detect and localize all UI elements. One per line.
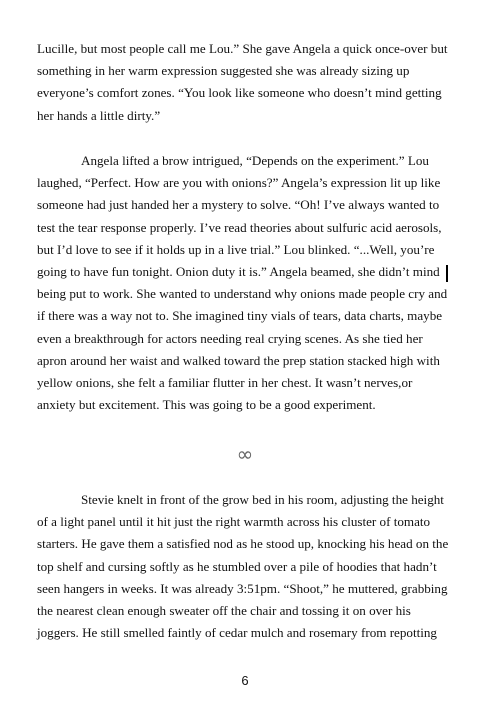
text-line: Stevie knelt in front of the grow bed in his room, adjusting the height xyxy=(81,492,444,507)
text-line: starters. He gave them a satisfied nod as he stood up, knocking his head on the xyxy=(37,536,449,552)
scene-break-infinity-symbol: ∞ xyxy=(236,442,254,466)
text-line: being put to work. She wanted to understand why onions made people cry and xyxy=(37,286,448,302)
text-line: someone had just handed her a mystery to solve. “Oh! I’ve always wanted to xyxy=(37,197,440,213)
text-line: of a light panel until it hit just the right warmth across his cluster of tomato xyxy=(37,514,431,530)
text-line: something in her warm expression suggested she was already sizing up xyxy=(37,63,410,79)
text-cursor xyxy=(446,265,448,282)
text-line: yellow onions, she felt a familiar flutter in her chest. It wasn’t nerves,or xyxy=(37,374,413,390)
text-line: but I’d love to see if it holds up in a live trial.” Lou blinked. “...Well, you’re xyxy=(37,241,435,257)
text-line: Angela lifted a brow intrigued, “Depends on the experiment.” Lou xyxy=(81,153,429,168)
text-line: apron around her waist and walked toward the prep station stacked high with xyxy=(37,352,440,368)
paragraph-angela-onions xyxy=(37,150,457,416)
text-line: the nearest clean enough sweater off the chair and tossing it on over his xyxy=(37,602,411,618)
text-line: Lucille, but most people call me Lou.” She gave Angela a quick once-over but xyxy=(37,41,448,56)
text-line: even a breakthrough for actors needing real crying scenes. As she tied her xyxy=(37,330,423,346)
text-line: seen hangers in weeks. It was already 3:51pm. “Shoot,” he muttered, grabbing xyxy=(37,580,448,596)
text-line: if there was a way not to. She imagined tiny vials of tears, data charts, maybe xyxy=(37,308,443,324)
text-line: going to have fun tonight. Onion duty it is.” Angela beamed, she didn’t mind xyxy=(37,263,440,279)
page-number: 6 xyxy=(241,673,249,688)
paragraph-stevie-grow-bed xyxy=(37,489,457,644)
text-line: anxiety but excitement. This was going to be a good experiment. xyxy=(37,397,376,413)
text-line: her hands a little dirty.” xyxy=(37,107,161,123)
text-line: everyone’s comfort zones. “You look like someone who doesn’t mind getting xyxy=(37,85,442,101)
paragraph-continued-dialogue xyxy=(37,38,457,127)
text-line: top shelf and cursing softly as he stumbled over a pile of hoodies that hadn’t xyxy=(37,558,437,574)
text-line: joggers. He still smelled faintly of cedar mulch and rosemary from repotting xyxy=(37,625,437,641)
text-line: test the tear response properly. I’ve read theories about sulfuric acid aerosols, xyxy=(37,219,442,235)
text-line: laughed, “Perfect. How are you with onions?” Angela’s expression lit up like xyxy=(37,175,441,191)
